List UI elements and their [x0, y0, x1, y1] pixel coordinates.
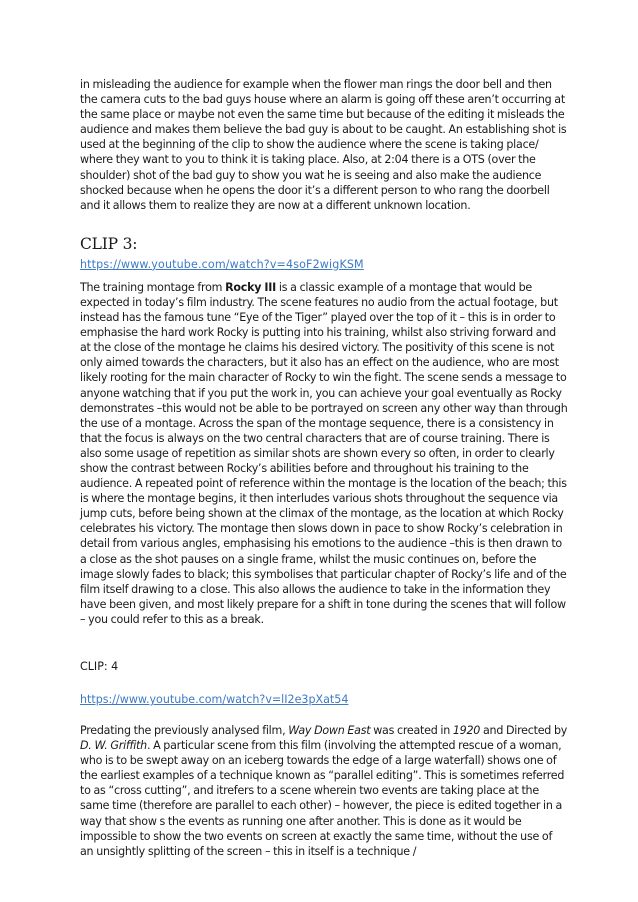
director-name: D. W. Griffith: [80, 739, 147, 753]
clip4-text-a: Predating the previously analysed film,: [80, 724, 289, 737]
clip3-youtube-link[interactable]: https://www.youtube.com/watch?v=4soF2wigKSM: [80, 257, 364, 271]
clip3-text-start: The training montage from: [80, 280, 226, 294]
paragraph-clip4-analysis: [80, 723, 568, 859]
clip3-heading: CLIP 3:: [80, 234, 138, 253]
clip4-text-d: . A particular scene from this film (involving the attempted rescue of a woman, who is to be swept away on an iceberg towards the edge of a large waterfall) shows one of the earliest examples of a technique known as “parallel editing”. This is sometimes referred to as “cross cutting”, and itrefers to a scene wherein two events are taking place at the same time (therefore are parallel to each other) – however, the piece is edited together in a way that show s the events as running one after another. This is done as it would be impossible to show the two events on screen at exactly the same time, without the use of an unsightly splitting of the screen – this in itself is a technique /: [80, 739, 565, 858]
paragraph-clip2-analysis: in misleading the audience for example when the flower man rings the door bell and then the camera cuts to the bad guys house where an alarm is going off these aren’t occurring at the same place or maybe not even the same time but because of the editing it misleads the audience and makes them believe the bad guy is about to be caught. An establishing shot is used at the beginning of the clip to show the audience where the scene is taking place/ where they want to you to think it is taking place. Also, at 2:04 there is a OTS (over the shoulder) shot of the bad guy to show you wat he is seeing and also make the audience shocked because when he opens the door it’s a different person to who rang the doorbell and it allows them to realize they are now at a different unknown location.: [80, 78, 567, 212]
paragraph-clip3-analysis: [80, 280, 568, 627]
film-title-way-down-east: Way Down East: [288, 724, 371, 737]
clip4-youtube-link[interactable]: https://www.youtube.com/watch?v=lI2e3pXat54: [80, 693, 349, 706]
clip4-text-c: and Directed by: [480, 724, 568, 737]
clip4-heading: CLIP: 4: [80, 660, 119, 673]
clip3-text-rest: is a classic example of a montage that would be expected in today’s film industry. The scene features no audio from the actual footage, but instead has the famous tune “Eye of the Tiger” played over the top of it – this is in order to emphasise the hard work Rocky is putting into his training, whilst also striving forward and at the close of the montage he claims his desired victory. The positivity of this scene is not only aimed towards the characters, but it also has an effect on the audience, who are most likely rooting for the main character of Rocky to win the fight. The scene sends a message to anyone watching that if you put the work in, you can achieve your goal eventually as Rocky demonstrates –this would not be able to be portrayed on screen any other way than through the use of a montage. Across the span of the montage sequence, there is a consistency in that the focus is always on the two central characters that are of course training. There is also some usage of repetition as similar shots are shown every so often, in order to clearly show the contrast between Rocky’s abilities before and throughout his training to the audience. A repeated point of reference within the montage is the location of the beach; this is where the montage begins, it then interludes various shots throughout the sequence via jump cuts, before being shown at the climax of the montage, as the location at which Rocky celebrates his victory. The montage then slows down in pace to show Rocky’s celebration in detail from various angles, emphasising his emotions to the audience –this is then drawn to a close as the shot pauses on a single frame, whilst the music continues on, before the image slowly fades to black; this symbolises that particular chapter of Rocky’s life and of the film itself drawing to a close. This also allows the audience to take in the information they have been given, and most likely prepare for a shift in tone during the scenes that will follow – you could refer to this as a break.: [80, 280, 568, 626]
film-title-rocky: Rocky III: [225, 280, 277, 294]
film-year: 1920: [452, 724, 481, 737]
clip4-text-b: was created in: [370, 724, 453, 737]
